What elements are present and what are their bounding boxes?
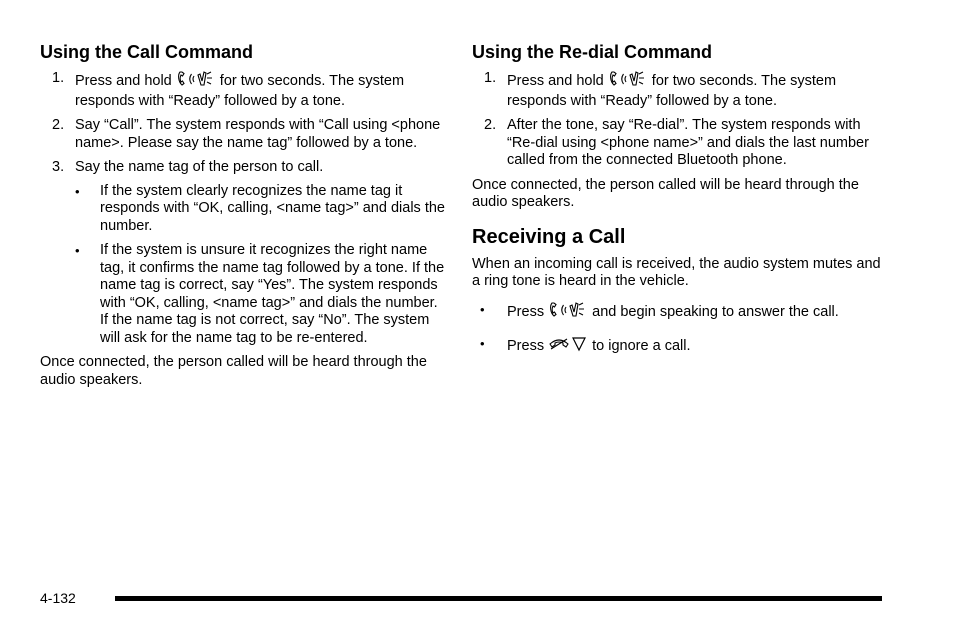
bullet-text: to ignore a call. [592, 338, 691, 354]
phone-voice-icon [176, 70, 216, 93]
step-text: After the tone, say “Re-dial”. The system responds with “Re-dial using <phone name>” and dials the last number called from the connected Bluetooth phone. [507, 117, 869, 168]
call-closing-paragraph: Once connected, the person called will be heard through the audio speakers. [40, 354, 427, 388]
list-item [472, 70, 882, 110]
right-column [472, 40, 882, 370]
step-text: Say “Call”. The system responds with “Call using <phone name>. Please say the name tag” followed by a tone. [75, 117, 441, 151]
bullet-text: Press [507, 338, 545, 354]
step-number: 1. [484, 70, 497, 86]
bullet-mark: • [480, 336, 485, 351]
receiving-call-bullets [472, 301, 882, 358]
step-text: for two seconds. The system responds with “Ready” followed by a tone. [75, 73, 405, 109]
step-number: 3. [52, 159, 65, 175]
phone-voice-icon [608, 70, 648, 93]
list-item [40, 159, 445, 347]
list-item [472, 335, 882, 358]
receiving-call-intro: When an incoming call is received, the audio system mutes and a ring tone is heard in the vehicle. [472, 255, 881, 289]
call-command-heading: Using the Call Command [40, 42, 254, 62]
hang-up-mute-icon [548, 335, 588, 358]
bullet-mark: • [75, 243, 80, 258]
step-number: 1. [52, 70, 65, 86]
step-number: 2. [52, 117, 65, 133]
bullet-text: If the system is unsure it recognizes the right name tag, it confirms the name tag followed by a tone. If the name tag is correct, say “Yes”. The system responds with “OK, calling, <name tag>” and dials the number. If the name tag is not correct, say “No”. The system will ask for the name tag to be re-entered. [100, 242, 445, 346]
list-item [75, 183, 445, 236]
list-item [472, 301, 882, 324]
footer-rule [115, 596, 882, 601]
list-item [75, 242, 445, 347]
call-command-steps [40, 70, 445, 347]
step-text: Press and hold [507, 73, 604, 89]
receiving-call-heading: Receiving a Call [472, 225, 626, 248]
list-item [40, 117, 445, 152]
bullet-text: Press [507, 303, 545, 320]
list-item [40, 70, 445, 110]
bullet-mark: • [480, 301, 485, 317]
redial-command-steps [472, 70, 882, 170]
left-column [40, 40, 445, 389]
step-text: Press and hold [75, 73, 172, 89]
redial-closing-paragraph: Once connected, the person called will be heard through the audio speakers. [472, 176, 859, 210]
redial-command-heading: Using the Re-dial Command [472, 42, 713, 62]
step-text: for two seconds. The system responds with “Ready” followed by a tone. [507, 73, 837, 109]
step-number: 2. [484, 117, 497, 133]
name-tag-bullets [75, 183, 445, 348]
bullet-text: and begin speaking to answer the call. [592, 303, 839, 320]
phone-voice-icon [548, 301, 588, 324]
bullet-text: If the system clearly recognizes the name tag it responds with “OK, calling, <name tag>” and dials the number. [100, 182, 445, 234]
page-number: 4-132 [40, 590, 76, 606]
list-item [472, 117, 882, 170]
step-text: Say the name tag of the person to call. [75, 159, 324, 175]
bullet-mark: • [75, 183, 80, 199]
